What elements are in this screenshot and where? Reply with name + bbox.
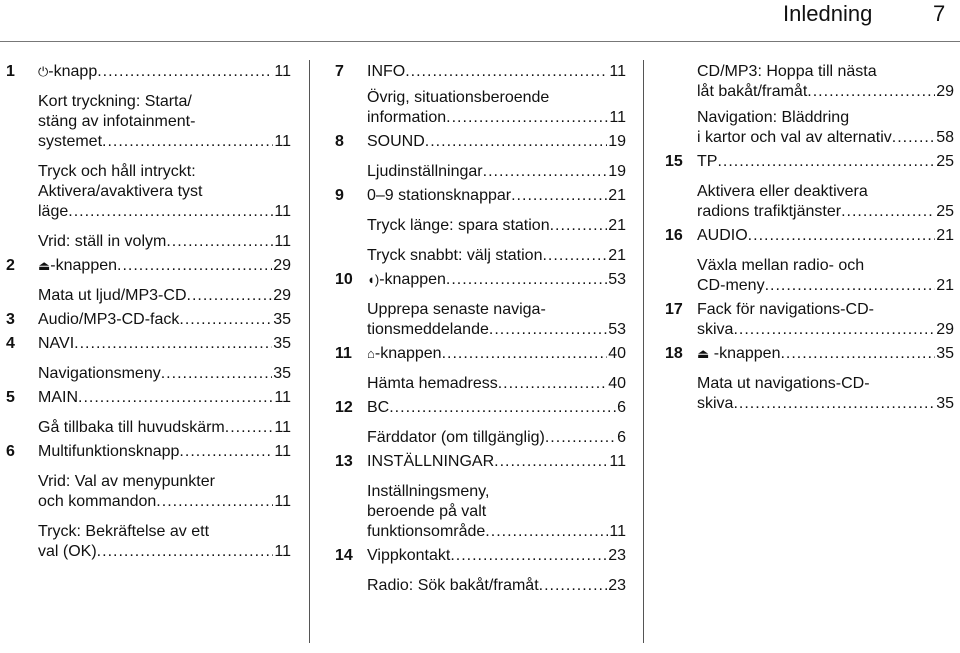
entry-body	[367, 546, 626, 566]
entry-body	[38, 388, 291, 408]
entry-number: 11	[335, 345, 352, 362]
entry-label: MAIN	[38, 389, 78, 406]
home-icon: ⌂	[367, 346, 375, 361]
entry-label: och kommandon	[38, 493, 157, 510]
entry-page-ref[interactable]: 35	[273, 335, 291, 352]
entry-label: NAVI	[38, 335, 75, 352]
entry-page-ref[interactable]: 23	[608, 577, 626, 594]
entry-body	[38, 62, 291, 82]
entry-page-ref[interactable]: 11	[274, 133, 291, 150]
index-entry	[6, 310, 291, 330]
entry-leader-line	[367, 162, 626, 182]
index-entry	[335, 428, 626, 448]
entry-leader-line	[367, 62, 626, 82]
index-entry	[6, 442, 291, 462]
entry-body	[38, 522, 291, 562]
entry-leader-line	[38, 388, 291, 408]
entry-body	[367, 428, 626, 448]
entry-page-ref[interactable]: 25	[936, 153, 954, 170]
entry-body	[367, 62, 626, 82]
entry-leader-line	[38, 62, 291, 82]
index-entry	[6, 388, 291, 408]
entry-text-line: Tryck och håll intryckt:	[38, 163, 196, 180]
entry-number: 16	[665, 227, 683, 244]
entry-leader-line	[38, 364, 291, 384]
entry-label: val (OK)	[38, 543, 97, 560]
entry-label: Tryck snabbt: välj station	[367, 247, 543, 264]
entry-label: funktionsområde	[367, 523, 486, 540]
entry-leader-line	[367, 186, 626, 206]
index-entry	[335, 546, 626, 566]
entry-body	[697, 108, 954, 148]
dot-leader	[483, 162, 608, 182]
entry-text-line: beroende på valt	[367, 503, 487, 520]
entry-label: BC	[367, 399, 390, 416]
entry-page-ref[interactable]: 11	[274, 389, 291, 406]
entry-leader-line	[367, 522, 626, 542]
index-entry	[665, 374, 954, 414]
entry-text-line: Växla mellan radio- och	[697, 257, 865, 274]
entry-body	[38, 472, 291, 512]
entry-label: läge	[38, 203, 69, 220]
entry-body	[38, 232, 291, 252]
index-entry	[6, 334, 291, 354]
entry-leader-line	[367, 546, 626, 566]
entry-number: 2	[6, 257, 15, 274]
dot-leader	[717, 152, 935, 172]
index-column-left	[6, 62, 291, 562]
index-entry	[335, 216, 626, 236]
entry-body	[38, 92, 291, 152]
dot-leader	[446, 270, 607, 290]
entry-body	[367, 132, 626, 152]
page-number: 7	[933, 1, 946, 26]
entry-page-ref[interactable]: 11	[274, 203, 291, 220]
entry-label: Ljudinställningar	[367, 163, 483, 180]
index-entry	[665, 108, 954, 148]
dot-leader	[542, 246, 607, 266]
entry-page-ref[interactable]: 6	[617, 429, 626, 446]
entry-body	[697, 256, 954, 296]
entry-page-ref[interactable]: 21	[608, 217, 626, 234]
index-entry	[335, 482, 626, 542]
entry-page-ref[interactable]: 53	[608, 271, 626, 288]
index-entry	[6, 92, 291, 152]
section-title: Inledning	[783, 1, 873, 26]
entry-page-ref[interactable]: 19	[608, 163, 626, 180]
entry-text-line: stäng av infotainment-	[38, 113, 196, 130]
entry-page-ref[interactable]: 35	[936, 345, 954, 362]
entry-label: skiva	[697, 321, 734, 338]
dot-leader	[405, 62, 608, 82]
entry-label: Audio/MP3-CD-fack	[38, 311, 180, 328]
dot-leader	[425, 132, 607, 152]
entry-label: i kartor och val av alternativ	[697, 129, 892, 146]
entry-page-ref[interactable]: 21	[608, 187, 626, 204]
entry-body	[367, 216, 626, 236]
entry-leader-line	[697, 226, 954, 246]
entry-label: information	[367, 109, 447, 126]
entry-leader-line	[38, 132, 291, 152]
dot-leader	[511, 186, 607, 206]
entry-text-line: Aktivera eller deaktivera	[697, 183, 868, 200]
dot-leader	[97, 542, 274, 562]
entry-number: 15	[665, 153, 683, 170]
entry-label: -knappen	[379, 271, 446, 288]
entry-text-line: Inställningsmeny,	[367, 483, 490, 500]
dot-leader	[442, 344, 608, 364]
entry-leader-line	[367, 270, 626, 290]
header-divider	[0, 41, 960, 42]
entry-page-ref[interactable]: 58	[936, 129, 954, 146]
index-entry	[665, 300, 954, 340]
dot-leader	[498, 374, 607, 394]
dot-leader	[485, 522, 608, 542]
index-entry	[6, 62, 291, 82]
entry-page-ref[interactable]: 29	[273, 257, 291, 274]
entry-page-ref[interactable]: 35	[273, 365, 291, 382]
dot-leader	[187, 286, 273, 306]
entry-body	[38, 162, 291, 222]
entry-body	[367, 452, 626, 472]
index-entry	[665, 256, 954, 296]
dot-leader	[156, 492, 273, 512]
entry-number: 7	[335, 63, 344, 80]
index-entry	[6, 418, 291, 438]
eject-icon: ⏏	[38, 258, 51, 273]
entry-page-ref[interactable]: 29	[273, 287, 291, 304]
dot-leader	[97, 62, 273, 82]
entry-leader-line	[367, 452, 626, 472]
entry-page-ref[interactable]: 21	[608, 247, 626, 264]
dot-leader	[841, 202, 935, 222]
entry-leader-line	[697, 82, 954, 102]
dot-leader	[179, 442, 273, 462]
entry-number: 10	[335, 271, 353, 288]
entry-page-ref[interactable]: 6	[617, 399, 626, 416]
index-entry	[6, 472, 291, 512]
entry-page-ref[interactable]: 35	[273, 311, 291, 328]
entry-body	[38, 418, 291, 438]
column-divider	[309, 60, 310, 643]
entry-label: SOUND	[367, 133, 425, 150]
entry-number: 17	[665, 301, 683, 318]
index-entry	[6, 256, 291, 276]
entry-page-ref[interactable]: 40	[608, 345, 626, 362]
entry-label: 0–9 stationsknappar	[367, 187, 512, 204]
entry-page-ref[interactable]: 11	[274, 543, 291, 560]
index-entry	[335, 374, 626, 394]
entry-leader-line	[38, 418, 291, 438]
entry-leader-line	[697, 394, 954, 414]
entry-label: Hämta hemadress	[367, 375, 498, 392]
index-entry	[6, 232, 291, 252]
dot-leader	[765, 276, 936, 296]
entry-body	[367, 374, 626, 394]
index-entry	[6, 286, 291, 306]
entry-body	[367, 300, 626, 340]
index-entry	[335, 246, 626, 266]
entry-label: Mata ut ljud/MP3-CD	[38, 287, 187, 304]
power-icon: ⏻	[38, 64, 49, 79]
entry-leader-line	[38, 492, 291, 512]
dot-leader	[733, 394, 935, 414]
entry-page-ref[interactable]: 21	[936, 227, 954, 244]
voice-icon: ◖)	[367, 272, 380, 287]
entry-number: 6	[6, 443, 15, 460]
entry-page-ref[interactable]: 11	[274, 493, 291, 510]
entry-page-ref[interactable]: 19	[608, 133, 626, 150]
entry-number: 18	[665, 345, 683, 362]
entry-label: skiva	[697, 395, 734, 412]
dot-leader	[733, 320, 935, 340]
entry-label: systemet	[38, 133, 103, 150]
index-column-right	[665, 62, 954, 414]
entry-page-ref[interactable]: 11	[609, 109, 626, 126]
eject-icon: ⏏	[697, 346, 710, 361]
entry-leader-line	[697, 320, 954, 340]
index-entry	[665, 344, 954, 364]
dot-leader	[179, 310, 272, 330]
entry-page-ref[interactable]: 11	[274, 63, 291, 80]
entry-leader-line	[367, 428, 626, 448]
entry-text-line: Tryck: Bekräftelse av ett	[38, 523, 210, 540]
entry-label: Vrid: ställ in volym	[38, 233, 167, 250]
entry-label: INFO	[367, 63, 406, 80]
entry-page-ref[interactable]: 53	[608, 321, 626, 338]
entry-page-ref[interactable]: 29	[936, 321, 954, 338]
entry-body	[697, 344, 954, 364]
index-entry	[335, 344, 626, 364]
entry-leader-line	[367, 398, 626, 418]
index-entry	[335, 270, 626, 290]
entry-page-ref[interactable]: 40	[608, 375, 626, 392]
dot-leader	[389, 398, 616, 418]
dot-leader	[68, 202, 273, 222]
index-entry	[665, 226, 954, 246]
entry-body	[367, 162, 626, 182]
dot-leader	[807, 82, 935, 102]
entry-label: Vippkontakt	[367, 547, 451, 564]
entry-body	[367, 246, 626, 266]
entry-leader-line	[367, 108, 626, 128]
entry-leader-line	[367, 344, 626, 364]
entry-label: INSTÄLLNINGAR	[367, 453, 495, 470]
entry-text-line: Upprepa senaste naviga-	[367, 301, 546, 318]
entry-label: Radio: Sök bakåt/framåt	[367, 577, 539, 594]
entry-number: 8	[335, 133, 344, 150]
entry-body	[38, 334, 291, 354]
index-entry	[6, 522, 291, 562]
entry-body	[697, 226, 954, 246]
entry-body	[697, 182, 954, 222]
entry-page-ref[interactable]: 11	[609, 453, 626, 470]
entry-label: Multifunktionsknapp	[38, 443, 180, 460]
entry-text-line: Aktivera/avaktivera tyst	[38, 183, 203, 200]
entry-label: AUDIO	[697, 227, 748, 244]
entry-body	[697, 152, 954, 172]
index-entry	[335, 62, 626, 82]
entry-leader-line	[367, 576, 626, 596]
entry-number: 12	[335, 399, 353, 416]
dot-leader	[539, 576, 608, 596]
entry-leader-line	[697, 202, 954, 222]
entry-leader-line	[697, 128, 954, 148]
dot-leader	[450, 546, 607, 566]
dot-leader	[225, 418, 274, 438]
entry-body	[38, 286, 291, 306]
entry-text-line: Kort tryckning: Starta/	[38, 93, 192, 110]
entry-label: -knapp	[48, 63, 98, 80]
dot-leader	[166, 232, 273, 252]
entry-label: Färddator (om tillgänglig)	[367, 429, 545, 446]
index-entry	[335, 162, 626, 182]
entry-leader-line	[367, 246, 626, 266]
entry-body	[38, 442, 291, 462]
entry-number: 1	[6, 63, 15, 80]
entry-page-ref[interactable]: 23	[608, 547, 626, 564]
entry-number: 14	[335, 547, 353, 564]
dot-leader	[102, 132, 273, 152]
entry-number: 9	[335, 187, 344, 204]
entry-text-line: Övrig, situationsberoende	[367, 89, 550, 106]
index-entry	[335, 398, 626, 418]
entry-body	[367, 186, 626, 206]
entry-body	[367, 398, 626, 418]
entry-text-line: Vrid: Val av menypunkter	[38, 473, 215, 490]
entry-page-ref[interactable]: 11	[274, 419, 291, 436]
entry-body	[697, 62, 954, 102]
dot-leader	[78, 388, 273, 408]
entry-text-line: CD/MP3: Hoppa till nästa	[697, 63, 877, 80]
entry-page-ref[interactable]: 11	[609, 523, 626, 540]
entry-label: -knappen	[50, 257, 118, 274]
entry-body	[367, 482, 626, 542]
entry-body	[697, 300, 954, 340]
entry-leader-line	[697, 276, 954, 296]
entry-number: 4	[6, 335, 15, 352]
entry-label: tionsmeddelande	[367, 321, 489, 338]
entry-leader-line	[38, 256, 291, 276]
entry-page-ref[interactable]: 21	[936, 277, 954, 294]
entry-page-ref[interactable]: 35	[936, 395, 954, 412]
index-entry	[335, 576, 626, 596]
dot-leader	[780, 344, 935, 364]
entry-text-line: Mata ut navigations-CD-	[697, 375, 870, 392]
dot-leader	[494, 452, 608, 472]
dot-leader	[550, 216, 608, 236]
entry-leader-line	[38, 310, 291, 330]
entry-number: 3	[6, 311, 15, 328]
index-entry	[665, 62, 954, 102]
entry-leader-line	[367, 132, 626, 152]
index-column-middle	[335, 62, 626, 596]
entry-label: TP	[697, 153, 718, 170]
entry-leader-line	[38, 232, 291, 252]
entry-leader-line	[367, 374, 626, 394]
entry-number: 5	[6, 389, 15, 406]
dot-leader	[489, 320, 607, 340]
entry-label: Navigationsmeny	[38, 365, 161, 382]
entry-leader-line	[38, 202, 291, 222]
index-entry	[335, 300, 626, 340]
dot-leader	[161, 364, 272, 384]
entry-page-ref[interactable]: 11	[609, 63, 626, 80]
index-entry	[335, 132, 626, 152]
entry-leader-line	[367, 216, 626, 236]
index-entry	[6, 162, 291, 222]
index-entry	[665, 182, 954, 222]
entry-text-line: Navigation: Bläddring	[697, 109, 850, 126]
index-entry	[335, 452, 626, 472]
entry-body	[367, 88, 626, 128]
entry-body	[367, 576, 626, 596]
entry-leader-line	[38, 334, 291, 354]
entry-leader-line	[697, 344, 954, 364]
entry-leader-line	[38, 542, 291, 562]
entry-leader-line	[697, 152, 954, 172]
entry-body	[367, 270, 626, 290]
index-entry	[6, 364, 291, 384]
entry-label: CD-meny	[697, 277, 765, 294]
entry-page-ref[interactable]: 25	[936, 203, 954, 220]
entry-text-line: Fack för navigations-CD-	[697, 301, 874, 318]
entry-leader-line	[38, 442, 291, 462]
dot-leader	[117, 256, 272, 276]
entry-body	[697, 374, 954, 414]
entry-label: -knappen	[709, 345, 781, 362]
entry-label: låt bakåt/framåt	[697, 83, 808, 100]
index-entry	[335, 186, 626, 206]
entry-label: Gå tillbaka till huvudskärm	[38, 419, 225, 436]
column-divider	[643, 60, 644, 643]
entry-page-ref[interactable]: 11	[274, 443, 291, 460]
entry-body	[367, 344, 626, 364]
dot-leader	[446, 108, 608, 128]
dot-leader	[892, 128, 935, 148]
index-entry	[335, 88, 626, 128]
entry-label: -knappen	[374, 345, 442, 362]
entry-label: radions trafiktjänster	[697, 203, 842, 220]
entry-body	[38, 364, 291, 384]
entry-body	[38, 256, 291, 276]
entry-page-ref[interactable]: 29	[936, 83, 954, 100]
dot-leader	[74, 334, 272, 354]
dot-leader	[545, 428, 616, 448]
entry-body	[38, 310, 291, 330]
entry-page-ref[interactable]: 11	[274, 233, 291, 250]
entry-leader-line	[367, 320, 626, 340]
entry-label: Tryck länge: spara station	[367, 217, 550, 234]
index-entry	[665, 152, 954, 172]
dot-leader	[748, 226, 936, 246]
entry-leader-line	[38, 286, 291, 306]
entry-number: 13	[335, 453, 353, 470]
